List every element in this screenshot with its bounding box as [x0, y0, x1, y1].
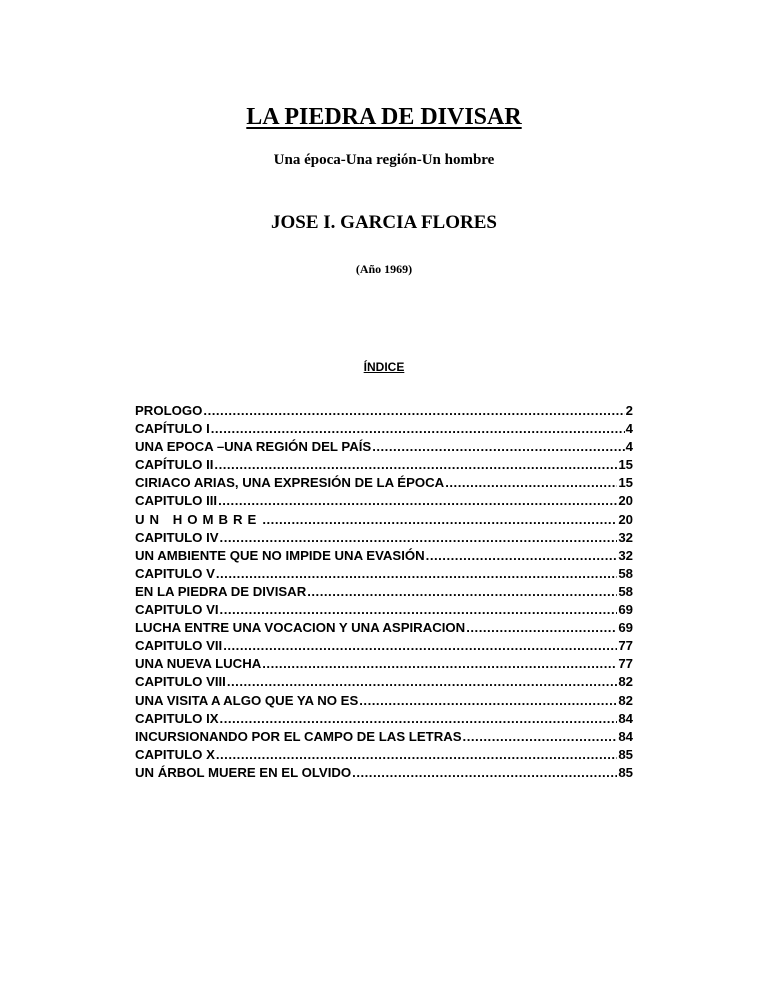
toc-leader — [227, 673, 617, 691]
toc-page-number: 32 — [618, 547, 633, 563]
toc-page-number: 20 — [618, 511, 633, 527]
toc-page-number: 69 — [618, 602, 633, 618]
toc-entry — [135, 474, 633, 492]
toc-leader — [203, 402, 624, 420]
toc-entry — [135, 601, 633, 619]
toc-page-number: 20 — [618, 493, 633, 509]
toc-page-number: 69 — [618, 620, 633, 636]
toc-entry — [135, 673, 633, 691]
toc-leader — [466, 619, 617, 637]
toc-page-number: 58 — [618, 565, 633, 581]
toc-entry — [135, 492, 633, 510]
toc-entry-title: CAPÍTULO II — [135, 457, 214, 473]
toc-entry-title: CAPÍTULO I — [135, 421, 210, 437]
toc-page-number: 2 — [625, 403, 633, 418]
toc-entry-title: CAPITULO VI — [135, 602, 219, 618]
toc-page-number: 77 — [618, 656, 633, 672]
toc-entry — [135, 456, 633, 474]
toc-leader — [352, 764, 617, 782]
toc-leader — [463, 728, 618, 746]
toc-entry — [135, 655, 633, 673]
index-heading: ÍNDICE — [363, 360, 405, 374]
toc-page-number: 58 — [618, 583, 633, 599]
toc-entry-title: CAPITULO X — [135, 746, 215, 762]
publication-year: (Año 1969) — [355, 262, 413, 276]
toc-leader — [262, 655, 617, 673]
toc-page-number: 4 — [625, 439, 633, 455]
toc-leader — [223, 637, 617, 655]
toc-leader — [445, 474, 617, 492]
toc-page-number: 84 — [618, 710, 633, 726]
toc-leader — [220, 710, 618, 728]
toc-entry — [135, 764, 633, 782]
toc-entry — [135, 529, 633, 547]
toc-page-number: 82 — [618, 692, 633, 708]
toc-page-number: 82 — [618, 674, 633, 690]
toc-entry — [135, 619, 633, 637]
toc-leader — [211, 420, 625, 438]
toc-entry — [135, 511, 633, 529]
toc-page-number: 85 — [618, 764, 633, 780]
toc-leader — [216, 746, 617, 764]
toc-entry — [135, 583, 633, 601]
toc-leader — [307, 583, 617, 601]
toc-entry-title: EN LA PIEDRA DE DIVISAR — [135, 583, 307, 599]
toc-entry-title: UN HOMBRE — [135, 511, 262, 527]
document-subtitle: Una época-Una región-Un hombre — [273, 152, 495, 168]
toc-entry-title: PROLOGO — [135, 403, 203, 418]
toc-entry-title: INCURSIONANDO POR EL CAMPO DE LAS LETRAS — [135, 728, 462, 744]
toc-entry-title: UN AMBIENTE QUE NO IMPIDE UNA EVASIÓN — [135, 547, 425, 563]
toc-entry — [135, 565, 633, 583]
toc-entry — [135, 402, 633, 420]
toc-page-number: 15 — [618, 457, 633, 473]
toc-page-number: 15 — [618, 475, 633, 491]
toc-entry-title: CAPITULO VIII — [135, 674, 226, 690]
toc-leader — [426, 547, 618, 565]
toc-entry-title: CAPITULO III — [135, 493, 218, 509]
toc-entry-title: UN ÁRBOL MUERE EN EL OLVIDO — [135, 764, 352, 780]
toc-entry-title: CAPITULO IX — [135, 710, 219, 726]
toc-leader — [218, 492, 617, 510]
toc-leader — [214, 456, 617, 474]
toc-entry-title: CIRIACO ARIAS, UNA EXPRESIÓN DE LA ÉPOCA — [135, 475, 445, 491]
toc-entry-title: CAPITULO IV — [135, 529, 219, 545]
toc-entry-title: CAPITULO V — [135, 565, 215, 581]
toc-leader — [220, 601, 618, 619]
toc-entry-title: UNA NUEVA LUCHA — [135, 656, 262, 672]
toc-page-number: 4 — [625, 421, 633, 437]
toc-leader — [216, 565, 617, 583]
toc-entry-title: LUCHA ENTRE UNA VOCACION Y UNA ASPIRACION — [135, 620, 466, 636]
author-name: JOSE I. GARCIA FLORES — [271, 212, 497, 233]
toc-entry — [135, 728, 633, 746]
toc-entry-title: UNA EPOCA –UNA REGIÓN DEL PAÍS — [135, 439, 372, 455]
toc-page-number: 32 — [618, 529, 633, 545]
toc-entry — [135, 420, 633, 438]
toc-page-number: 84 — [618, 728, 633, 744]
toc-leader — [220, 529, 618, 547]
toc-entry — [135, 438, 633, 456]
toc-entry — [135, 637, 633, 655]
toc-page-number: 77 — [618, 638, 633, 654]
toc-page-number: 85 — [618, 746, 633, 762]
document-title: LA PIEDRA DE DIVISAR — [246, 104, 522, 130]
table-of-contents — [135, 402, 633, 782]
toc-entry-title: CAPITULO VII — [135, 638, 223, 654]
toc-leader — [359, 692, 617, 710]
toc-entry — [135, 710, 633, 728]
toc-leader — [262, 511, 617, 529]
toc-leader — [372, 438, 624, 456]
toc-entry — [135, 746, 633, 764]
toc-entry-title: UNA VISITA A ALGO QUE YA NO ES — [135, 692, 359, 708]
toc-entry — [135, 692, 633, 710]
toc-entry — [135, 547, 633, 565]
